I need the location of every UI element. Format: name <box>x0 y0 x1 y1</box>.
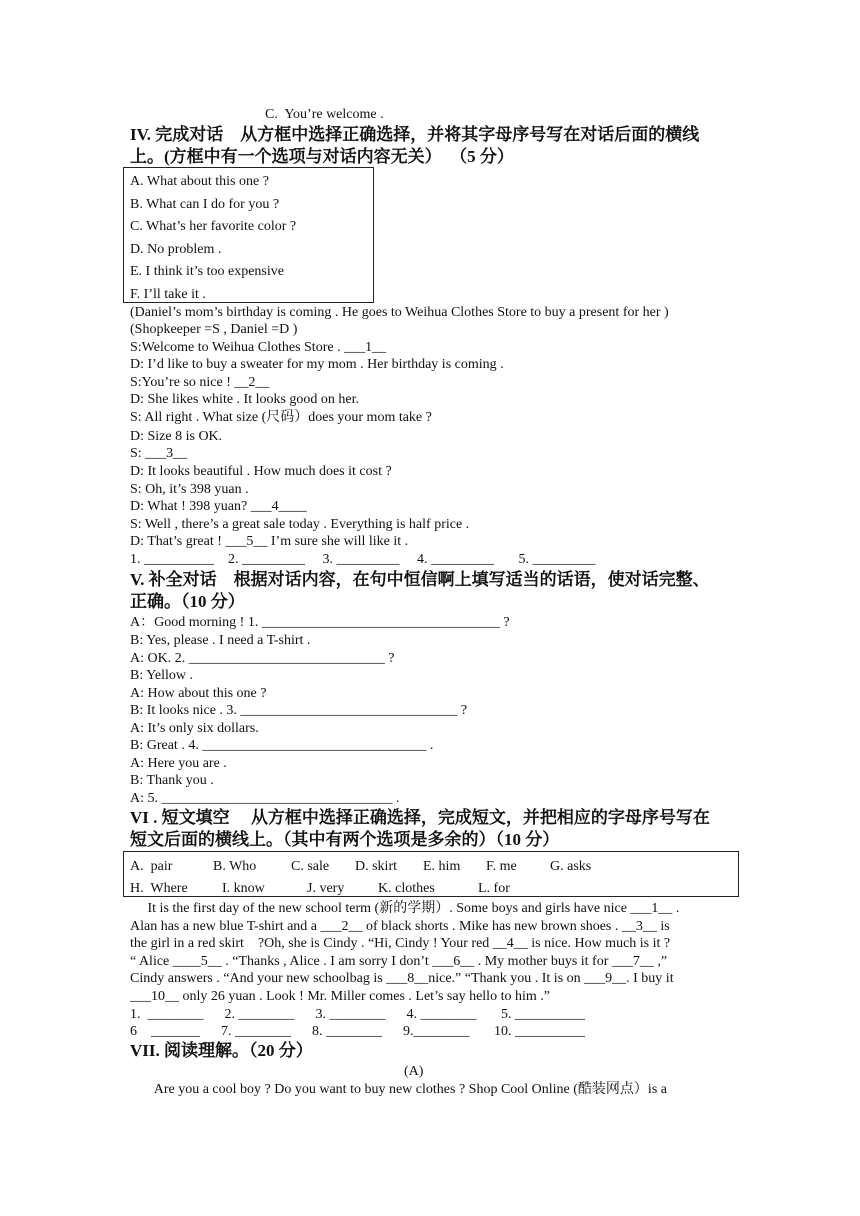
dialogue-line: D: She likes white . It looks good on her. <box>130 392 360 407</box>
option-k: K. clothes <box>378 881 435 896</box>
option-l: L. for <box>478 881 510 896</box>
dialogue-line: D: I’d like to buy a sweater for my mom . Her birthday is coming . <box>130 357 504 372</box>
answer-blanks: 6 _______ 7. ________ 8. ________ 9.________ 10. __________ <box>130 1024 585 1039</box>
dialogue-line: S:You’re so nice ! __2__ <box>130 375 270 390</box>
section-iv-title-line1: IV. 完成对话 从方框中选择正确选择，并将其字母序号写在对话后面的横线 <box>130 125 700 144</box>
option-a: A. pair <box>130 859 173 874</box>
option-c-text: C. You’re welcome . <box>265 107 384 122</box>
option-h: H. Where <box>130 881 188 896</box>
dialogue-line: S:Welcome to Weihua Clothes Store . ___1__ <box>130 340 387 355</box>
section-vi-title-line1: VI . 短文填空 从方框中选择正确选择，完成短文，并把相应的字母序号写在 <box>130 808 710 827</box>
dialogue-line: D: Size 8 is OK. <box>130 429 223 444</box>
dialogue-line: B: Yes, please . I need a T-shirt . <box>130 633 311 648</box>
dialogue-line: A: How about this one ? <box>130 686 267 701</box>
dialogue-line: (Shopkeeper =S , Daniel =D ) <box>130 322 298 337</box>
option-i: I. know <box>222 881 265 896</box>
option-f: F. me <box>486 859 517 874</box>
section-iv-title-line2: 上。(方框中有一个选项与对话内容无关） （5 分） <box>130 147 514 166</box>
option-b: B. Who <box>213 859 257 874</box>
passage-line: the girl in a red skirt ?Oh, she is Cindy . “Hi, Cindy ! Your red __4__ is nice. How much is it ? <box>130 936 671 951</box>
section-iv-option-c: C. What’s her favorite color ? <box>130 219 297 234</box>
section-v-title-line2: 正确。（10 分） <box>130 592 245 611</box>
section-v-title-line1: V. 补全对话 根据对话内容，在句中恒信啊上填写适当的话语，使对话完整、 <box>130 570 710 589</box>
dialogue-line: A: Here you are . <box>130 756 227 771</box>
section-vii-title: VII. 阅读理解。（20 分） <box>130 1041 313 1060</box>
dialogue-line: B: Yellow . <box>130 668 194 683</box>
section-iv-option-a: A. What about this one ? <box>130 174 269 189</box>
section-iv-option-f: F. I’ll take it . <box>130 287 206 302</box>
passage-line: It is the first day of the new school term (新的学期）. Some boys and girls have nice ___1__ . <box>130 901 680 916</box>
dialogue-line: (Daniel’s mom’s birthday is coming . He goes to Weihua Clothes Store to buy a present for her ) <box>130 305 669 320</box>
section-vi-title-line2: 短文后面的横线上。（其中有两个选项是多余的）（10 分） <box>130 830 560 849</box>
passage-label: (A) <box>404 1064 424 1079</box>
dialogue-line: B: It looks nice . 3. _______________________________ ? <box>130 703 468 718</box>
section-iv-option-e: E. I think it’s too expensive <box>130 264 284 279</box>
dialogue-line: S: Well , there’s a great sale today . Everything is half price . <box>130 517 470 532</box>
option-j: J. very <box>307 881 345 896</box>
dialogue-line: B: Thank you . <box>130 773 214 788</box>
dialogue-line: S: ___3__ <box>130 446 188 461</box>
section-iv-option-d: D. No problem . <box>130 242 222 257</box>
option-c: C. sale <box>291 859 330 874</box>
option-e: E. him <box>423 859 461 874</box>
section-iv-option-b: B. What can I do for you ? <box>130 197 280 212</box>
dialogue-line: A: 5. _________________________________ . <box>130 791 400 806</box>
option-g: G. asks <box>550 859 592 874</box>
option-d: D. skirt <box>355 859 397 874</box>
dialogue-line: A: OK. 2. ____________________________ ? <box>130 651 395 666</box>
answer-blanks: 1. ________ 2. ________ 3. ________ 4. ________ 5. __________ <box>130 1007 585 1022</box>
passage-line: Are you a cool boy ? Do you want to buy new clothes ? Shop Cool Online (酷装网点）is a <box>130 1082 667 1097</box>
dialogue-line: A：Good morning ! 1. __________________________________ ? <box>130 615 510 630</box>
answer-blanks: 1. __________ 2. _________ 3. _________ 4. _________ 5. _________ <box>130 552 596 567</box>
dialogue-line: A: It’s only six dollars. <box>130 721 259 736</box>
passage-line: Alan has a new blue T-shirt and a ___2__ of black shorts . Mike has new brown shoes . __3__ is <box>130 919 670 934</box>
dialogue-line: D: That’s great ! ___5__ I’m sure she will like it . <box>130 534 409 549</box>
dialogue-line: B: Great . 4. ________________________________ . <box>130 738 434 753</box>
passage-line: Cindy answers . “And your new schoolbag is ___8__nice.” “Thank you . It is on ___9__. I buy it <box>130 971 674 986</box>
dialogue-line: S: Oh, it’s 398 yuan . <box>130 482 249 497</box>
passage-line: “ Alice ____5__ . “Thanks , Alice . I am sorry I don’t ___6__ . My mother buys it for ___7__ ,” <box>130 954 668 969</box>
dialogue-line: D: What ! 398 yuan? ___4____ <box>130 499 307 514</box>
dialogue-line: S: All right . What size (尺码）does your mom take ? <box>130 410 432 425</box>
passage-line: ___10__ only 26 yuan . Look ! Mr. Miller comes . Let’s say hello to him .” <box>130 989 550 1004</box>
dialogue-line: D: It looks beautiful . How much does it cost ? <box>130 464 392 479</box>
